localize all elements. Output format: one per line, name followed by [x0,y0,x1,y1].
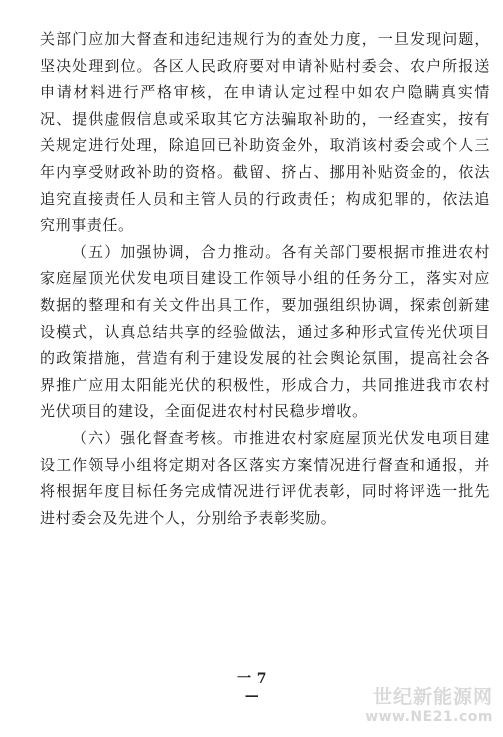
paragraph-section-six: （六）强化督查考核。市推进农村家庭屋顶光伏发电项目建设工作领导小组将定期对各区落实方案情况进行督查和通报，并将根据年度目标任务完成情况进行评优表彰，同时将评选一批先进村委会及先进个人，分别给予表彰奖励。 [40,428,490,527]
watermark-title: 世纪新能源网 [372,686,493,709]
paragraph-continuation: 关部门应加大督查和违纪违规行为的查处力度，一旦发现问题，坚决处理到位。各区人民政府要对申请补贴村委会、农户所报送申请材料进行严格审核，在申请认定过程中如农户隐瞒真实情况、提供虚假信息或采取其它方法骗取补助的，一经查实，按有关规定进行处理，除追回已补助资金外，取消该村委会或个人三年内享受财政补助的资格。截留、挤占、挪用补贴资金的，依法追究直接责任人员和主管人员的行政责任；构成犯罪的，依法追究刑事责任。 [40,30,490,235]
watermark [333,687,493,725]
page-number: 一 7 — [236,671,268,704]
paragraph-section-five: （五）加强协调，合力推动。各有关部门要根据市推进农村家庭屋顶光伏发电项目建设工作领导小组的任务分工，落实对应数据的整理和有关文件出具工作，要加强组织协调，探索创新建设模式，认真总结共享的经验做法，通过多种形式宣传光伏项目的政策措施，营造有利于建设发展的社会舆论氛围，提高社会各界推广应用太阳能光伏的积极性，形成合力，共同推进我市农村光伏项目的建设，全面促进农村村民稳步增收。 [40,242,490,421]
watermark-url: www.NE21.com [365,708,493,725]
document-body [40,26,490,531]
